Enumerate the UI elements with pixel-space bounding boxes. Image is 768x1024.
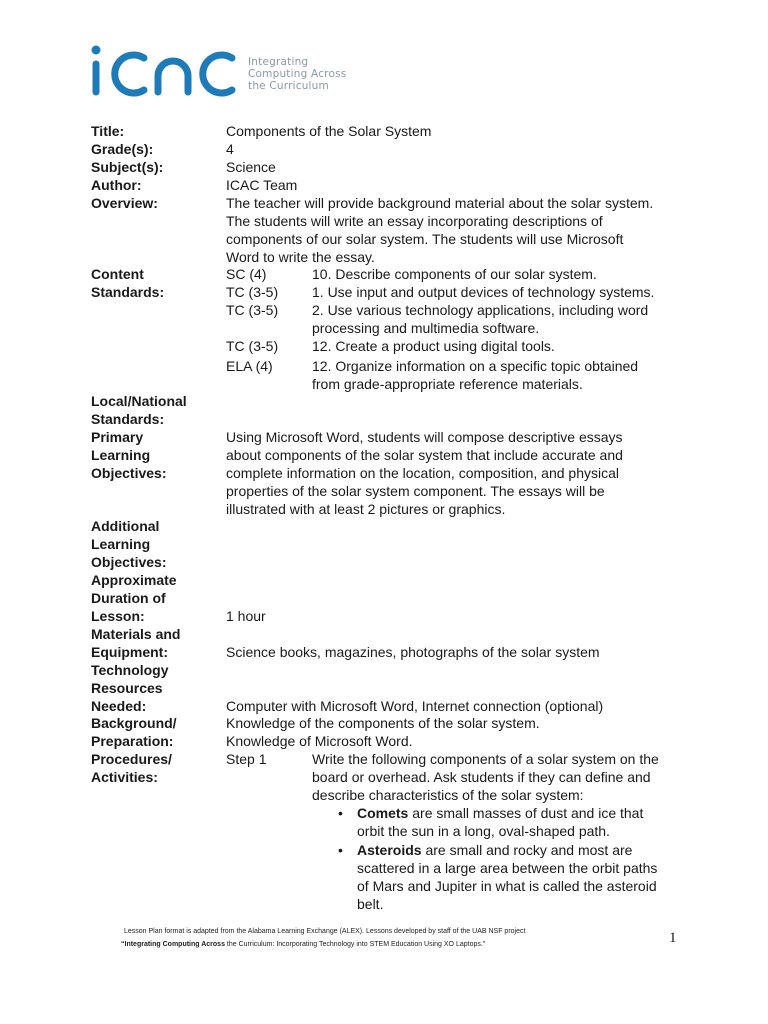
primary-objectives-label: Primary xyxy=(91,429,144,445)
primary-objectives-line: complete information on the location, composition, and physical xyxy=(226,465,619,481)
technology-label: Resources xyxy=(91,680,163,696)
standard-text: 12. Organize information on a specific topic obtained xyxy=(312,358,639,374)
tagline-line: Integrating xyxy=(248,56,309,68)
standard-code: TC (3-5) xyxy=(226,284,279,300)
technology-label: Needed: xyxy=(91,698,147,714)
standard-text: 12. Create a product using digital tools. xyxy=(312,338,555,354)
primary-objectives-line: illustrated with at least 2 pictures or graphics. xyxy=(226,501,506,517)
icac-wordmark-logo xyxy=(90,42,240,98)
technology-label: Technology xyxy=(91,662,169,678)
primary-objectives-line: properties of the solar system component. The essays will be xyxy=(226,483,605,499)
standard-code: TC (3-5) xyxy=(226,302,279,318)
grades-value: 4 xyxy=(226,141,234,157)
footer-project-line xyxy=(121,940,485,949)
duration-label: Approximate xyxy=(91,572,177,588)
duration-label: Duration of xyxy=(91,590,166,606)
tagline-line: the Curriculum xyxy=(248,80,329,92)
primary-objectives-label: Objectives: xyxy=(91,465,167,481)
materials-label: Materials and xyxy=(91,626,181,642)
additional-objectives-label: Additional xyxy=(91,518,160,534)
standard-code: ELA (4) xyxy=(226,358,273,374)
primary-objectives-label: Learning xyxy=(91,447,151,463)
author-value: ICAC Team xyxy=(226,177,298,193)
materials-label: Equipment: xyxy=(91,644,168,660)
footer-credit-line: Lesson Plan format is adapted from the Alabama Learning Exchange (ALEX). Lessons developed by staff of the UAB NSF project xyxy=(124,928,526,935)
step-label: Step 1 xyxy=(226,751,267,767)
bullet-line xyxy=(357,804,643,822)
overview-label: Overview: xyxy=(91,195,158,211)
subjects-value: Science xyxy=(226,159,276,175)
bullet-line: of Mars and Jupiter in what is called the asteroid xyxy=(357,878,657,894)
page-number: 1 xyxy=(669,930,677,946)
title-label: Title: xyxy=(91,123,125,139)
bullet-line: scattered in a large area between the orbit paths xyxy=(357,860,658,876)
overview-line: The teacher will provide background material about the solar system. xyxy=(226,195,654,211)
standard-text: 10. Describe components of our solar system. xyxy=(312,266,597,282)
step-line: describe characteristics of the solar system: xyxy=(312,787,584,803)
standard-text: from grade-appropriate reference materials. xyxy=(312,376,583,392)
standard-code: TC (3-5) xyxy=(226,338,279,354)
standard-text: processing and multimedia software. xyxy=(312,320,540,336)
bullet-text: are small masses of dust and ice that xyxy=(408,805,644,821)
step-line: board or overhead. Ask students if they can define and xyxy=(312,769,651,785)
standard-text: 2. Use various technology applications, including word xyxy=(312,302,649,318)
procedures-label: Procedures/ xyxy=(91,751,172,767)
additional-objectives-label: Learning xyxy=(91,536,151,552)
tagline-line: Computing Across xyxy=(248,68,347,80)
bullet-line: belt. xyxy=(357,896,384,912)
bullet-dot-icon: • xyxy=(338,842,343,858)
additional-objectives-label: Objectives: xyxy=(91,554,167,570)
bullet-dot-icon: • xyxy=(338,805,343,821)
primary-objectives-line: Using Microsoft Word, students will compose descriptive essays xyxy=(226,429,623,445)
materials-value: Science books, magazines, photographs of the solar system xyxy=(226,644,600,660)
title-value: Components of the Solar System xyxy=(226,123,432,139)
standard-text: 1. Use input and output devices of technology systems. xyxy=(312,284,655,300)
procedures-label: Activities: xyxy=(91,769,158,785)
overview-line: Word to write the essay. xyxy=(226,249,375,265)
primary-objectives-line: about components of the solar system that include accurate and xyxy=(226,447,623,463)
bullet-text: are small and rocky and most are xyxy=(421,842,633,858)
logo-tagline xyxy=(248,56,346,92)
technology-value: Computer with Microsoft Word, Internet connection (optional) xyxy=(226,698,604,714)
footer-project-lead: “Integrating Computing Across xyxy=(121,941,225,948)
content-standards-label: Content xyxy=(91,266,144,282)
subjects-label: Subject(s): xyxy=(91,159,164,175)
background-line: Knowledge of Microsoft Word. xyxy=(226,733,413,749)
overview-line: The students will write an essay incorporating descriptions of xyxy=(226,213,603,229)
bullet-line xyxy=(357,841,632,859)
local-national-label: Local/National xyxy=(91,393,187,409)
step-line: Write the following components of a solar system on the xyxy=(312,751,659,767)
overview-line: components of our solar system. The students will use Microsoft xyxy=(226,231,624,247)
local-national-label: Standards: xyxy=(91,411,165,427)
icac-logo xyxy=(90,42,370,102)
duration-label: Lesson: xyxy=(91,608,145,624)
content-standards-label: Standards: xyxy=(91,284,165,300)
background-label: Background/ xyxy=(91,715,177,731)
footer-project-rest: the Curriculum: Incorporating Technology into STEM Education Using XO Laptops.” xyxy=(224,941,486,948)
standard-code: SC (4) xyxy=(226,266,267,282)
background-line: Knowledge of the components of the solar system. xyxy=(226,715,540,731)
author-label: Author: xyxy=(91,177,142,193)
duration-value: 1 hour xyxy=(226,608,266,624)
bullet-term: Comets xyxy=(357,805,409,821)
bullet-term: Asteroids xyxy=(357,842,422,858)
bullet-line: orbit the sun in a long, oval-shaped path. xyxy=(357,823,610,839)
grades-label: Grade(s): xyxy=(91,141,154,157)
background-label: Preparation: xyxy=(91,733,174,749)
